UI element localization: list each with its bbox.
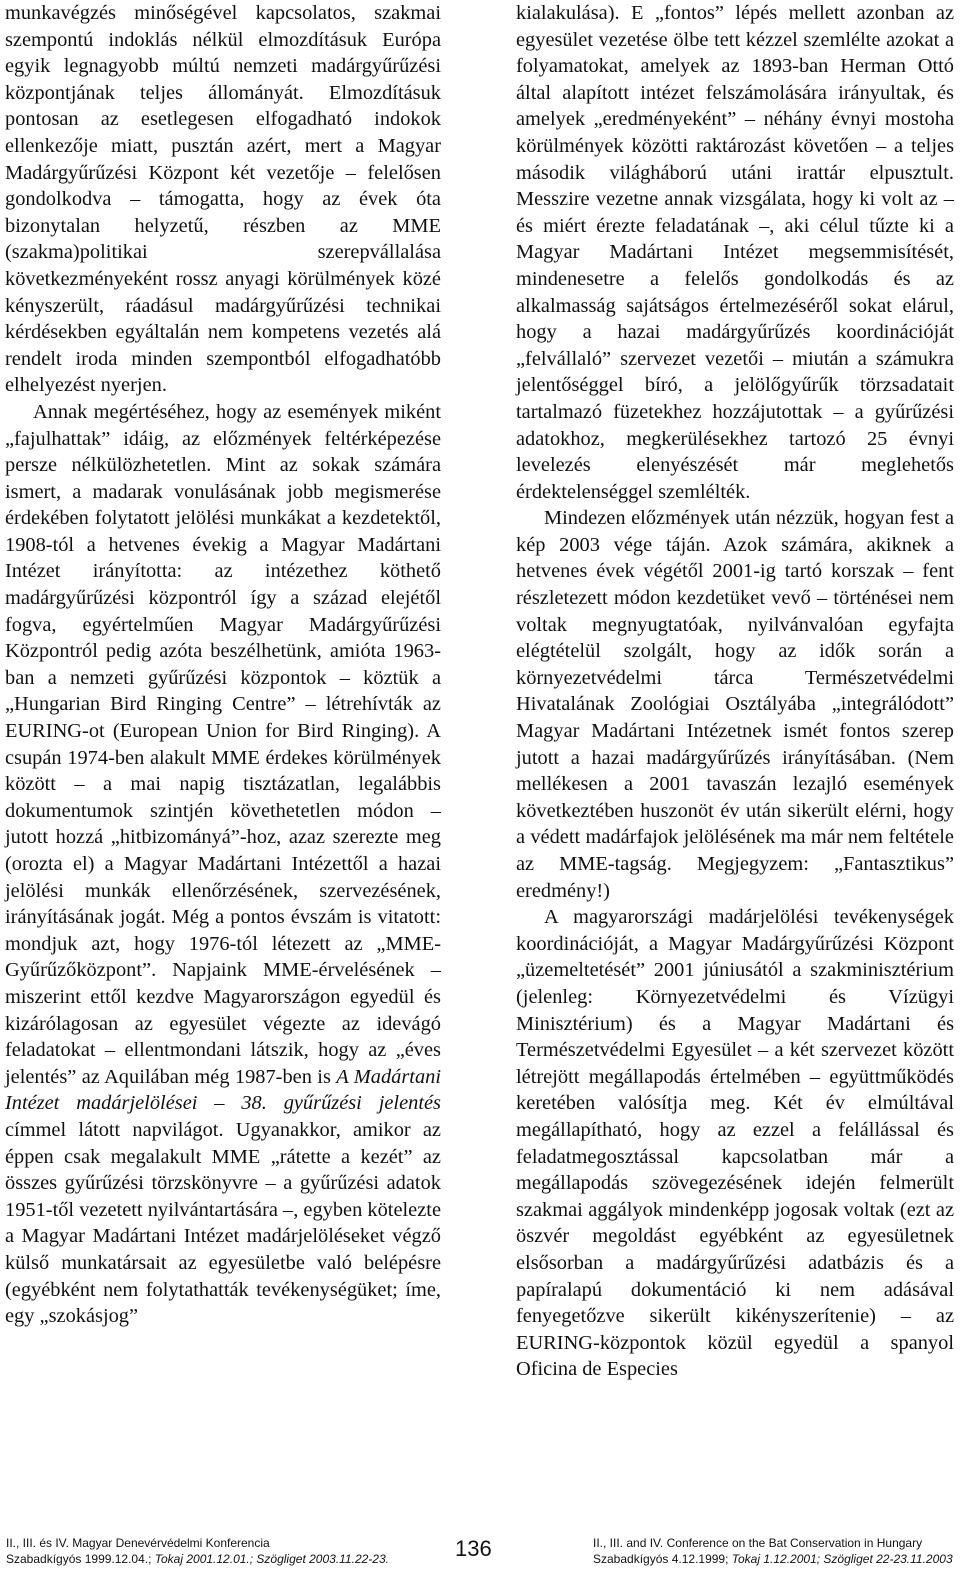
right-column-paragraph: [516, 0, 954, 505]
left-text-column: [5, 0, 441, 1330]
right-column-paragraph: [516, 505, 954, 904]
footer-right-dates-plain: Szabadkígyós 4.12.1999;: [593, 1552, 732, 1566]
footer-right-title: II., III. and IV. Conference on the Bat Conservation in Hungary: [593, 1536, 923, 1550]
italic-title-text: A Madártani Intézet madárjelölései – 38. gyűrűzési jelentés: [5, 1065, 441, 1115]
footer-right-dates: [593, 1551, 953, 1567]
footer-left-title: II., III. és IV. Magyar Denevérvédelmi Konferencia: [6, 1536, 270, 1550]
paragraph-text: A magyarországi madárjelölési tevékenységek koordinációját, a Magyar Madárgyűrűzési Központ „üzemeltetését” 2001 júniusától a szakminisztérium (jelenleg: Környezetvédelmi és Vízügyi Minisztérium) és a Magyar Madártani és Természetvédelmi Egyesület – a két szervezet között létrejött megállapodás értelmében – együttműködés keretében valósítja meg. Két év elmúltával megállapítható, hogy az ezzel a felállással és feladatmegosztással kapcsolatban már a megállapodás szövegezésének idején felmerült szakmai aggályok mindenképp jogosak voltak (ezt az öszvér megoldást egyébként az egyesületnek elsősorban a madárgyűrűzési adatbázis és a papíralapú dokumentáció ki nem adásával fenyegetőzve sikerült kikényszerítenie) – az EURING-központok közül egyedül a spanyol Oficina de Especies: [516, 906, 954, 1381]
left-column-paragraph: [5, 399, 441, 1330]
paragraph-text: Annak megértéséhez, hogy az események miként „fajulhattak” idáig, az előzmények feltérképezése persze nélkülözhetetlen. Mint az sokak számára ismert, a madarak vonulásának jobb megismerése érdekében folytatott jelölési munkákat a kezdetektől, 1908-tól a hetvenes évekig a Magyar Madártani Intézet irányította: az intézethez köthető madárgyűrűzési központról így a század elejétől fogva, egyértelműen Magyar Madárgyűrűzési Központról pedig azóta beszélhetünk, amióta 1963-ban a nemzeti gyűrűzési központok – köztük a „Hungarian Bird Ringing Centre” – létrehívták az EURING-ot (European Union for Bird Ringing). A csupán 1974-ben alakult MME érdekes körülmények között – a mai napig tisztázatlan, legalábbis dokumentumok szintjén követhetetlen módon – jutott hozzá „hitbizományá”-hoz, azaz szerezte meg (orozta el) a Magyar Madártani Intézettől a hazai jelölési munkák ellenőrzésének, szervezésének, irányításának jogát. Még a pontos évszám is vitatott: mondjuk azt, hogy 1976-tól létezett az „MME-Gyűrűzőközpont”. Napjaink MME-érvelésének – miszerint ettől kezdve Magyarországon egyedül és kizárólagosan az egyesület végezte az idevágó feladatokat – ellentmondani látszik, hogy az „éves jelentés” az Aquilában még 1987-ben is: [5, 400, 441, 1088]
right-column-paragraph: [516, 904, 954, 1383]
paragraph-text: címmel látott napvilágot. Ugyanakkor, amikor az éppen csak megalakult MME „rátette a kezét” az összes gyűrűzési törzskönyvre – a gyűrűzési adatok 1951-től vezetett nyilvántartására –, egyben kötelezte a Magyar Madártani Intézet madárjelöléseket végző külső munkatársait az egyesületbe való belépésre (egyébként nem folytathatták tevékenységüket; íme, egy „szokásjog”: [5, 1118, 441, 1328]
footer-left-dates: [6, 1551, 389, 1567]
paragraph-text: munkavégzés minőségével kapcsolatos, szakmai szempontú indoklás nélkül elmozdításuk Európa egyik legnagyobb múltú nemzeti madárgyűrűzési központjának teljes állományát. Elmozdításuk pontosan az esetlegesen elfogadható indokok ellenkezője miatt, pusztán azért, mert a Magyar Madárgyűrűzési Központ két vezetője – felelősen gondolkodva – támogatta, hogy az évek óta bizonytalan helyzetű, részben az MME (szakma)politikai szerepvállalása következményeként rossz anyagi körülmények közé kényszerült, ráadásul madárgyűrűzési technikai kérdésekben egyáltalán nem kompetens vezetés alá rendelt iroda minden szempontból elfogadhatóbb elhelyezést nyerjen.: [5, 2, 441, 397]
right-text-column: [516, 0, 954, 1383]
footer-left: [6, 1535, 389, 1567]
footer-right: [593, 1535, 953, 1567]
left-column-paragraph: [5, 0, 441, 399]
footer-right-dates-italic: Tokaj 1.12.2001; Szögliget 22-23.11.2003: [731, 1552, 953, 1566]
footer-left-dates-italic: Tokaj 2001.12.01.; Szögliget 2003.11.22-23.: [154, 1552, 389, 1566]
paragraph-text: Mindezen előzmények után nézzük, hogyan fest a kép 2003 vége táján. Azok számára, akiknek a hetvenes évek végétől 2001-ig tartó korszak – fent részletezett módon kezdetüket vevő – történései nem voltak megnyugtatóak, nyilvánvalóan egyfajta elégtételül szolgált, hogy az idők során a környezetvédelmi tárca Természetvédelmi Hivatalának Zoológiai Osztályába „integrálódott” Magyar Madártani Intézetnek ismét fontos szerep jutott a hazai madárgyűrűzés irányításában. (Nem mellékesen a 2001 tavaszán lezajló események következtében huszonöt év után sikerült elérni, hogy a védett madárfajok jelölésének ma már nem feltétele az MME-tagság. Megjegyzem: „Fantasztikus” eredmény!): [516, 507, 954, 902]
footer-left-dates-plain: Szabadkígyós 1999.12.04.;: [6, 1552, 155, 1566]
paragraph-text: kialakulása). E „fontos” lépés mellett azonban az egyesület vezetése ölbe tett kézzel szemlélte azokat a folyamatokat, amelyek az 1893-ban Herman Ottó által alapított intézet felszámolására irányultak, és amelyek „eredményeként” – néhány évnyi mostoha körülmények közötti raktározást követően – a teljes második világháború utáni irattár elpusztult. Messzire vezetne annak vizsgálata, hogy ki volt az – és miért érezte feladatának –, aki célul tűzte ki a Magyar Madártani Intézet megsemmisítését, mindenesetre a felelős gondolkodás és az alkalmasság sajátságos értelmezéséről sokat elárul, hogy a hazai madárgyűrűzés koordinációját „felvállaló” szervezet vezetői – miután a számukra jelentőséggel bíró, a jelölőgyűrűk törzsadatait tartalmazó füzetekhez hozzájutottak – a gyűrűzési adatokhoz, megkerülésekhez tartozó 25 évnyi levelezés elenyészését már meglehetős érdektelenséggel szemlélték.: [516, 2, 954, 503]
page-number: 136: [455, 1536, 492, 1561]
page-footer: [0, 1530, 960, 1573]
